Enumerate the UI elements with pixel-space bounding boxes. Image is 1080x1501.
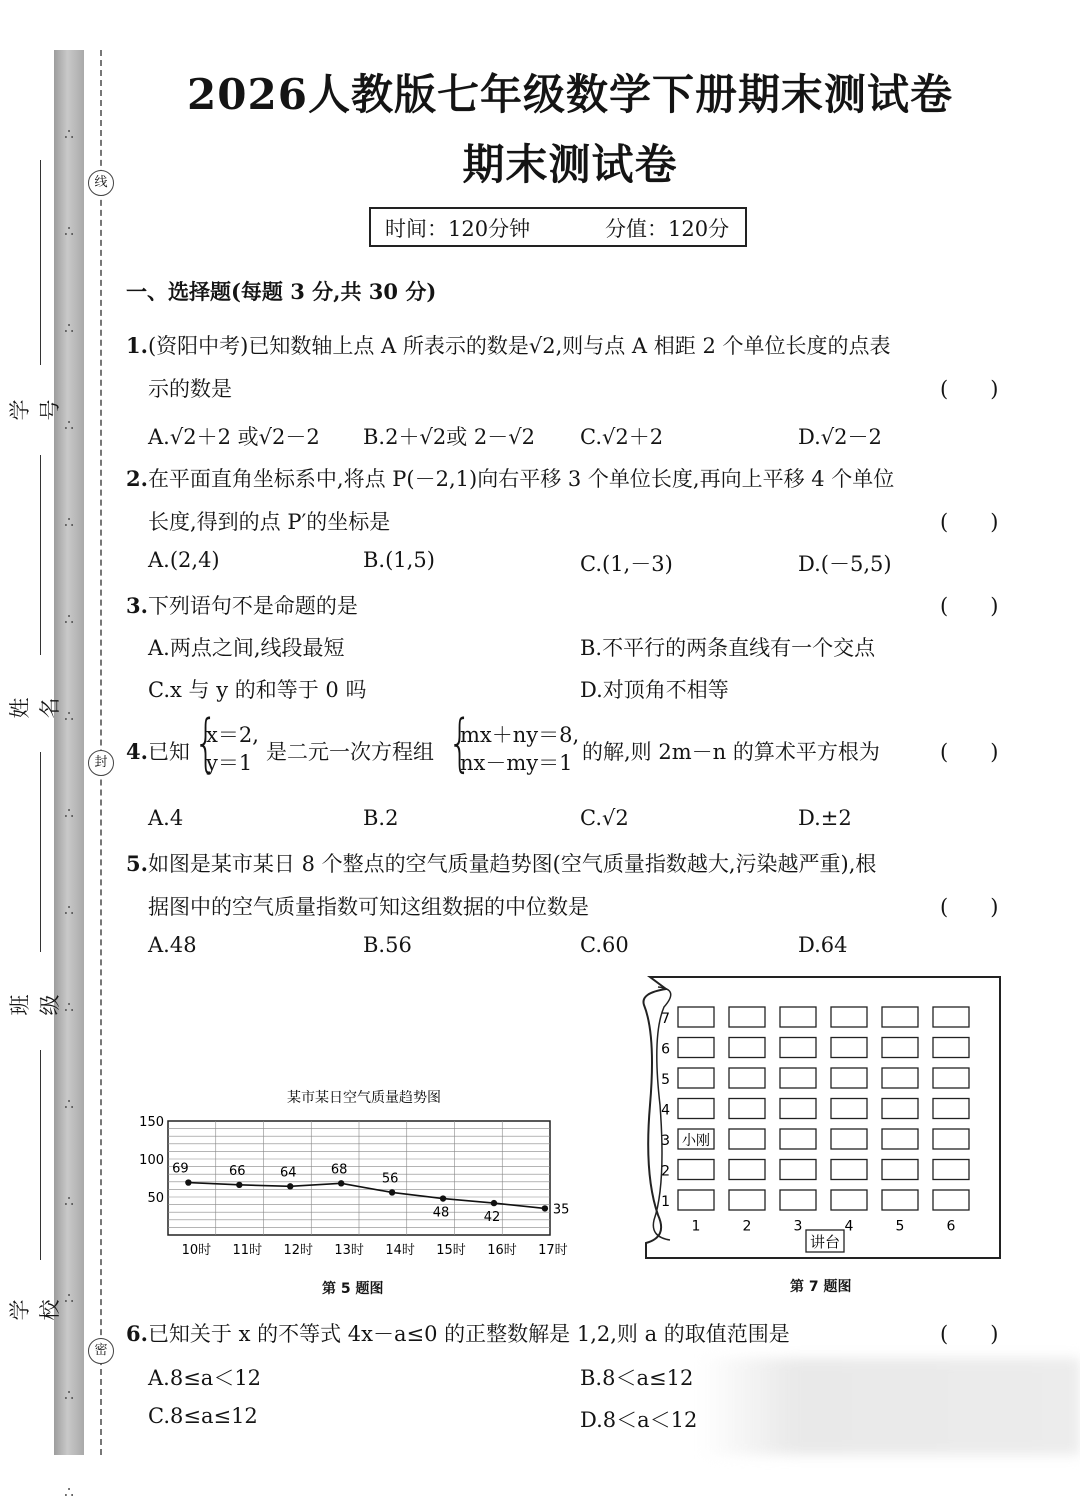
row-number: 4 — [661, 1102, 670, 1119]
binding-dot: ∴ — [64, 1483, 74, 1501]
seat — [933, 1038, 969, 1058]
page-title: 2026人教版七年级数学下册期末测试卷 — [187, 70, 953, 119]
cut-label-feng: 封 — [88, 750, 114, 776]
page-subtitle: 期末测试卷 — [462, 140, 678, 189]
row-number: 6 — [661, 1041, 670, 1058]
seat — [882, 1068, 918, 1088]
seating-plan — [640, 975, 1010, 1260]
left-brace: { — [448, 706, 472, 779]
col-number: 1 — [691, 1218, 701, 1235]
figure-7-caption: 第 7 题图 — [790, 1279, 852, 1295]
data-point — [542, 1205, 548, 1211]
q4-option-c: C.√2 — [580, 806, 629, 830]
binding-dot: ∴ — [64, 222, 74, 240]
equation: y＝1 — [206, 751, 253, 775]
binding-dot: ∴ — [64, 1192, 74, 1210]
col-number: 2 — [742, 1218, 752, 1235]
seat — [831, 1160, 867, 1180]
seat-label: 小刚 — [682, 1133, 710, 1149]
equation: x＝2, — [206, 723, 259, 747]
q2-option-d: D.(－5,5) — [798, 552, 892, 576]
question-number: 2. — [126, 466, 148, 491]
q5-option-c: C.60 — [580, 933, 629, 957]
q3-option-b: B.不平行的两条直线有一个交点 — [580, 636, 876, 660]
binding-dot: ∴ — [64, 513, 74, 531]
seat — [882, 1099, 918, 1119]
q1-option-d: D.√2－2 — [798, 425, 882, 449]
q2-option-c: C.(1,－3) — [580, 552, 673, 576]
seat — [933, 1007, 969, 1027]
data-point — [287, 1183, 293, 1189]
data-label: 68 — [330, 1162, 348, 1178]
q3-option-d: D.对顶角不相等 — [580, 678, 729, 702]
answer-blank: ( ) — [940, 510, 999, 534]
binding-dot: ∴ — [64, 998, 74, 1016]
q6-option-a: A.8≤a＜12 — [148, 1366, 262, 1390]
blur-overlay — [700, 1358, 1080, 1455]
seat — [933, 1160, 969, 1180]
answer-blank: ( ) — [940, 895, 999, 919]
q3-option-c: C.x 与 y 的和等于 0 吗 — [148, 678, 367, 702]
q1-option-c: C.√2＋2 — [580, 425, 664, 449]
equation-system — [460, 721, 579, 777]
row-number: 7 — [661, 1011, 670, 1027]
question-2-line2: 长度,得到的点 P′的坐标是 — [148, 510, 391, 534]
seat — [729, 1007, 765, 1027]
binding-dot: ∴ — [64, 1289, 74, 1307]
seat — [831, 1129, 867, 1149]
binding-strip — [54, 50, 84, 1501]
equation: mx＋ny＝8, — [460, 723, 580, 747]
equation: nx－my＝1 — [460, 751, 573, 775]
q1-option-b: B.2＋√2或 2－√2 — [363, 425, 535, 449]
seat — [882, 1007, 918, 1027]
binding-dot: ∴ — [64, 1386, 74, 1404]
air-quality-chart — [130, 1085, 590, 1275]
question-text: 在平面直角坐标系中,将点 P(－2,1)向右平移 3 个单位长度,再向上平移 4 个单位 — [147, 467, 895, 491]
seat — [678, 1038, 714, 1058]
exam-info-box — [369, 207, 747, 247]
seat — [780, 1190, 816, 1210]
binding-dot: ∴ — [64, 416, 74, 434]
x-tick-label: 14时 — [385, 1243, 415, 1258]
binding-dot: ∴ — [64, 319, 74, 337]
data-point — [491, 1200, 497, 1206]
cut-label-xian: 线 — [88, 170, 114, 196]
question-1 — [126, 330, 890, 360]
seat — [780, 1068, 816, 1088]
x-tick-label: 15时 — [436, 1243, 466, 1258]
question-5 — [126, 848, 876, 878]
seat — [933, 1068, 969, 1088]
answer-blank: ( ) — [940, 740, 999, 764]
row-number: 2 — [661, 1163, 670, 1180]
binding-dot: ∴ — [64, 901, 74, 919]
question-text: 已知关于 x 的不等式 4x－a≤0 的正整数解是 1,2,则 a 的取值范围是 — [147, 1322, 790, 1346]
seat — [882, 1190, 918, 1210]
question-number: 4. — [126, 739, 148, 764]
q4-option-d: D.±2 — [798, 806, 852, 830]
cut-label-mi: 密 — [88, 1338, 114, 1364]
question-5-line2: 据图中的空气质量指数可知这组数据的中位数是 — [148, 895, 589, 919]
question-4-mid: 是二元一次方程组 — [266, 740, 434, 764]
data-label: 69 — [172, 1161, 189, 1177]
data-point — [389, 1189, 395, 1195]
q2-option-b: B.(1,5) — [363, 548, 435, 572]
binding-dot: ∴ — [64, 610, 74, 628]
q5-option-d: D.64 — [798, 933, 848, 957]
question-2 — [126, 463, 894, 493]
x-tick-label: 13时 — [334, 1243, 364, 1258]
q5-option-a: A.48 — [148, 933, 197, 957]
seat — [678, 1190, 714, 1210]
data-label: 56 — [381, 1171, 399, 1187]
seat — [678, 1007, 714, 1027]
binding-dot: ∴ — [64, 125, 74, 143]
binding-dot: ∴ — [64, 707, 74, 725]
question-text: 如图是某市某日 8 个整点的空气质量趋势图(空气质量指数越大,污染越严重),根 — [147, 852, 877, 876]
seat — [780, 1160, 816, 1180]
chart-title: 某市某日空气质量趋势图 — [287, 1090, 441, 1106]
data-label: 48 — [432, 1205, 450, 1221]
question-4 — [126, 736, 190, 766]
row-number: 3 — [661, 1133, 670, 1149]
data-label: 64 — [279, 1165, 297, 1181]
seat — [678, 1160, 714, 1180]
seat — [882, 1038, 918, 1058]
name-label: 姓名 — [8, 697, 62, 719]
question-number: 3. — [126, 593, 148, 618]
question-text: (资阳中考)已知数轴上点 A 所表示的数是√2,则与点 A 相距 2 个单位长度的点表 — [147, 334, 891, 358]
data-point — [236, 1182, 242, 1188]
question-6 — [126, 1318, 790, 1348]
q4-option-b: B.2 — [363, 806, 399, 830]
seat — [933, 1099, 969, 1119]
q6-option-b: B.8＜a≤12 — [580, 1366, 694, 1390]
exam-score: 分值：120分 — [605, 217, 730, 241]
q4-option-a: A.4 — [148, 806, 184, 830]
question-text: 下列语句不是命题的是 — [147, 594, 358, 618]
seat — [780, 1099, 816, 1119]
seat — [831, 1068, 867, 1088]
seat — [678, 1068, 714, 1088]
class-line — [40, 752, 41, 952]
question-4-post: 的解,则 2m－n 的算术平方根为 — [582, 740, 880, 764]
seat — [729, 1068, 765, 1088]
school-line — [40, 1050, 41, 1260]
student-id-label: 学号 — [8, 399, 62, 421]
student-id-line — [40, 160, 41, 365]
x-tick-label: 16时 — [487, 1243, 517, 1258]
seat — [933, 1129, 969, 1149]
seat — [780, 1129, 816, 1149]
answer-blank: ( ) — [940, 594, 999, 618]
seat — [729, 1160, 765, 1180]
seat — [729, 1190, 765, 1210]
data-point — [185, 1179, 191, 1185]
x-tick-label: 11时 — [232, 1243, 263, 1258]
q3-option-a: A.两点之间,线段最短 — [148, 636, 345, 660]
data-label: 66 — [229, 1163, 246, 1179]
exam-time: 时间：120分钟 — [385, 217, 531, 241]
seat — [729, 1099, 765, 1119]
y-tick-label: 100 — [139, 1153, 164, 1168]
data-label: 42 — [483, 1210, 501, 1226]
seat — [882, 1129, 918, 1149]
name-line — [40, 455, 41, 655]
seat — [729, 1129, 765, 1149]
data-label: 35 — [552, 1202, 570, 1218]
answer-blank: ( ) — [940, 1322, 999, 1346]
col-number: 6 — [946, 1218, 956, 1235]
col-number: 3 — [793, 1218, 803, 1235]
class-label: 班级 — [8, 994, 62, 1016]
binding-dot: ∴ — [64, 1095, 74, 1113]
figure-5-caption: 第 5 题图 — [322, 1281, 384, 1297]
seat — [831, 1190, 867, 1210]
seat — [780, 1007, 816, 1027]
x-tick-label: 10时 — [181, 1243, 212, 1258]
question-number: 6. — [126, 1321, 148, 1346]
seat — [729, 1038, 765, 1058]
question-number: 1. — [126, 333, 148, 358]
y-tick-label: 150 — [139, 1115, 164, 1130]
y-tick-label: 50 — [147, 1191, 164, 1206]
q1-option-a: A.√2＋2 或√2－2 — [148, 425, 320, 449]
q5-option-b: B.56 — [363, 933, 412, 957]
binding-dot: ∴ — [64, 804, 74, 822]
seat — [831, 1007, 867, 1027]
seat — [678, 1099, 714, 1119]
school-label: 学校 — [8, 1299, 62, 1321]
solution-system — [206, 721, 259, 777]
section-heading: 一、选择题(每题 3 分,共 30 分) — [126, 279, 437, 304]
seat — [933, 1190, 969, 1210]
seat — [780, 1038, 816, 1058]
row-number: 5 — [661, 1072, 670, 1088]
question-3 — [126, 590, 358, 620]
row-number: 1 — [661, 1194, 670, 1210]
data-point — [440, 1195, 446, 1201]
question-text: 已知 — [147, 740, 190, 764]
seat — [831, 1038, 867, 1058]
data-point — [338, 1180, 344, 1186]
col-number: 4 — [844, 1218, 854, 1235]
seat — [831, 1099, 867, 1119]
q6-option-d: D.8＜a＜12 — [580, 1408, 698, 1432]
seat — [882, 1160, 918, 1180]
question-1-line2: 示的数是 — [148, 377, 232, 401]
answer-blank: ( ) — [940, 377, 999, 401]
q2-option-a: A.(2,4) — [148, 548, 220, 572]
col-number: 5 — [895, 1218, 905, 1235]
question-number: 5. — [126, 851, 148, 876]
x-tick-label: 12时 — [283, 1243, 314, 1258]
q6-option-c: C.8≤a≤12 — [148, 1404, 258, 1428]
x-tick-label: 17时 — [538, 1243, 568, 1258]
left-brace: { — [194, 706, 218, 779]
podium-label: 讲台 — [809, 1233, 841, 1251]
